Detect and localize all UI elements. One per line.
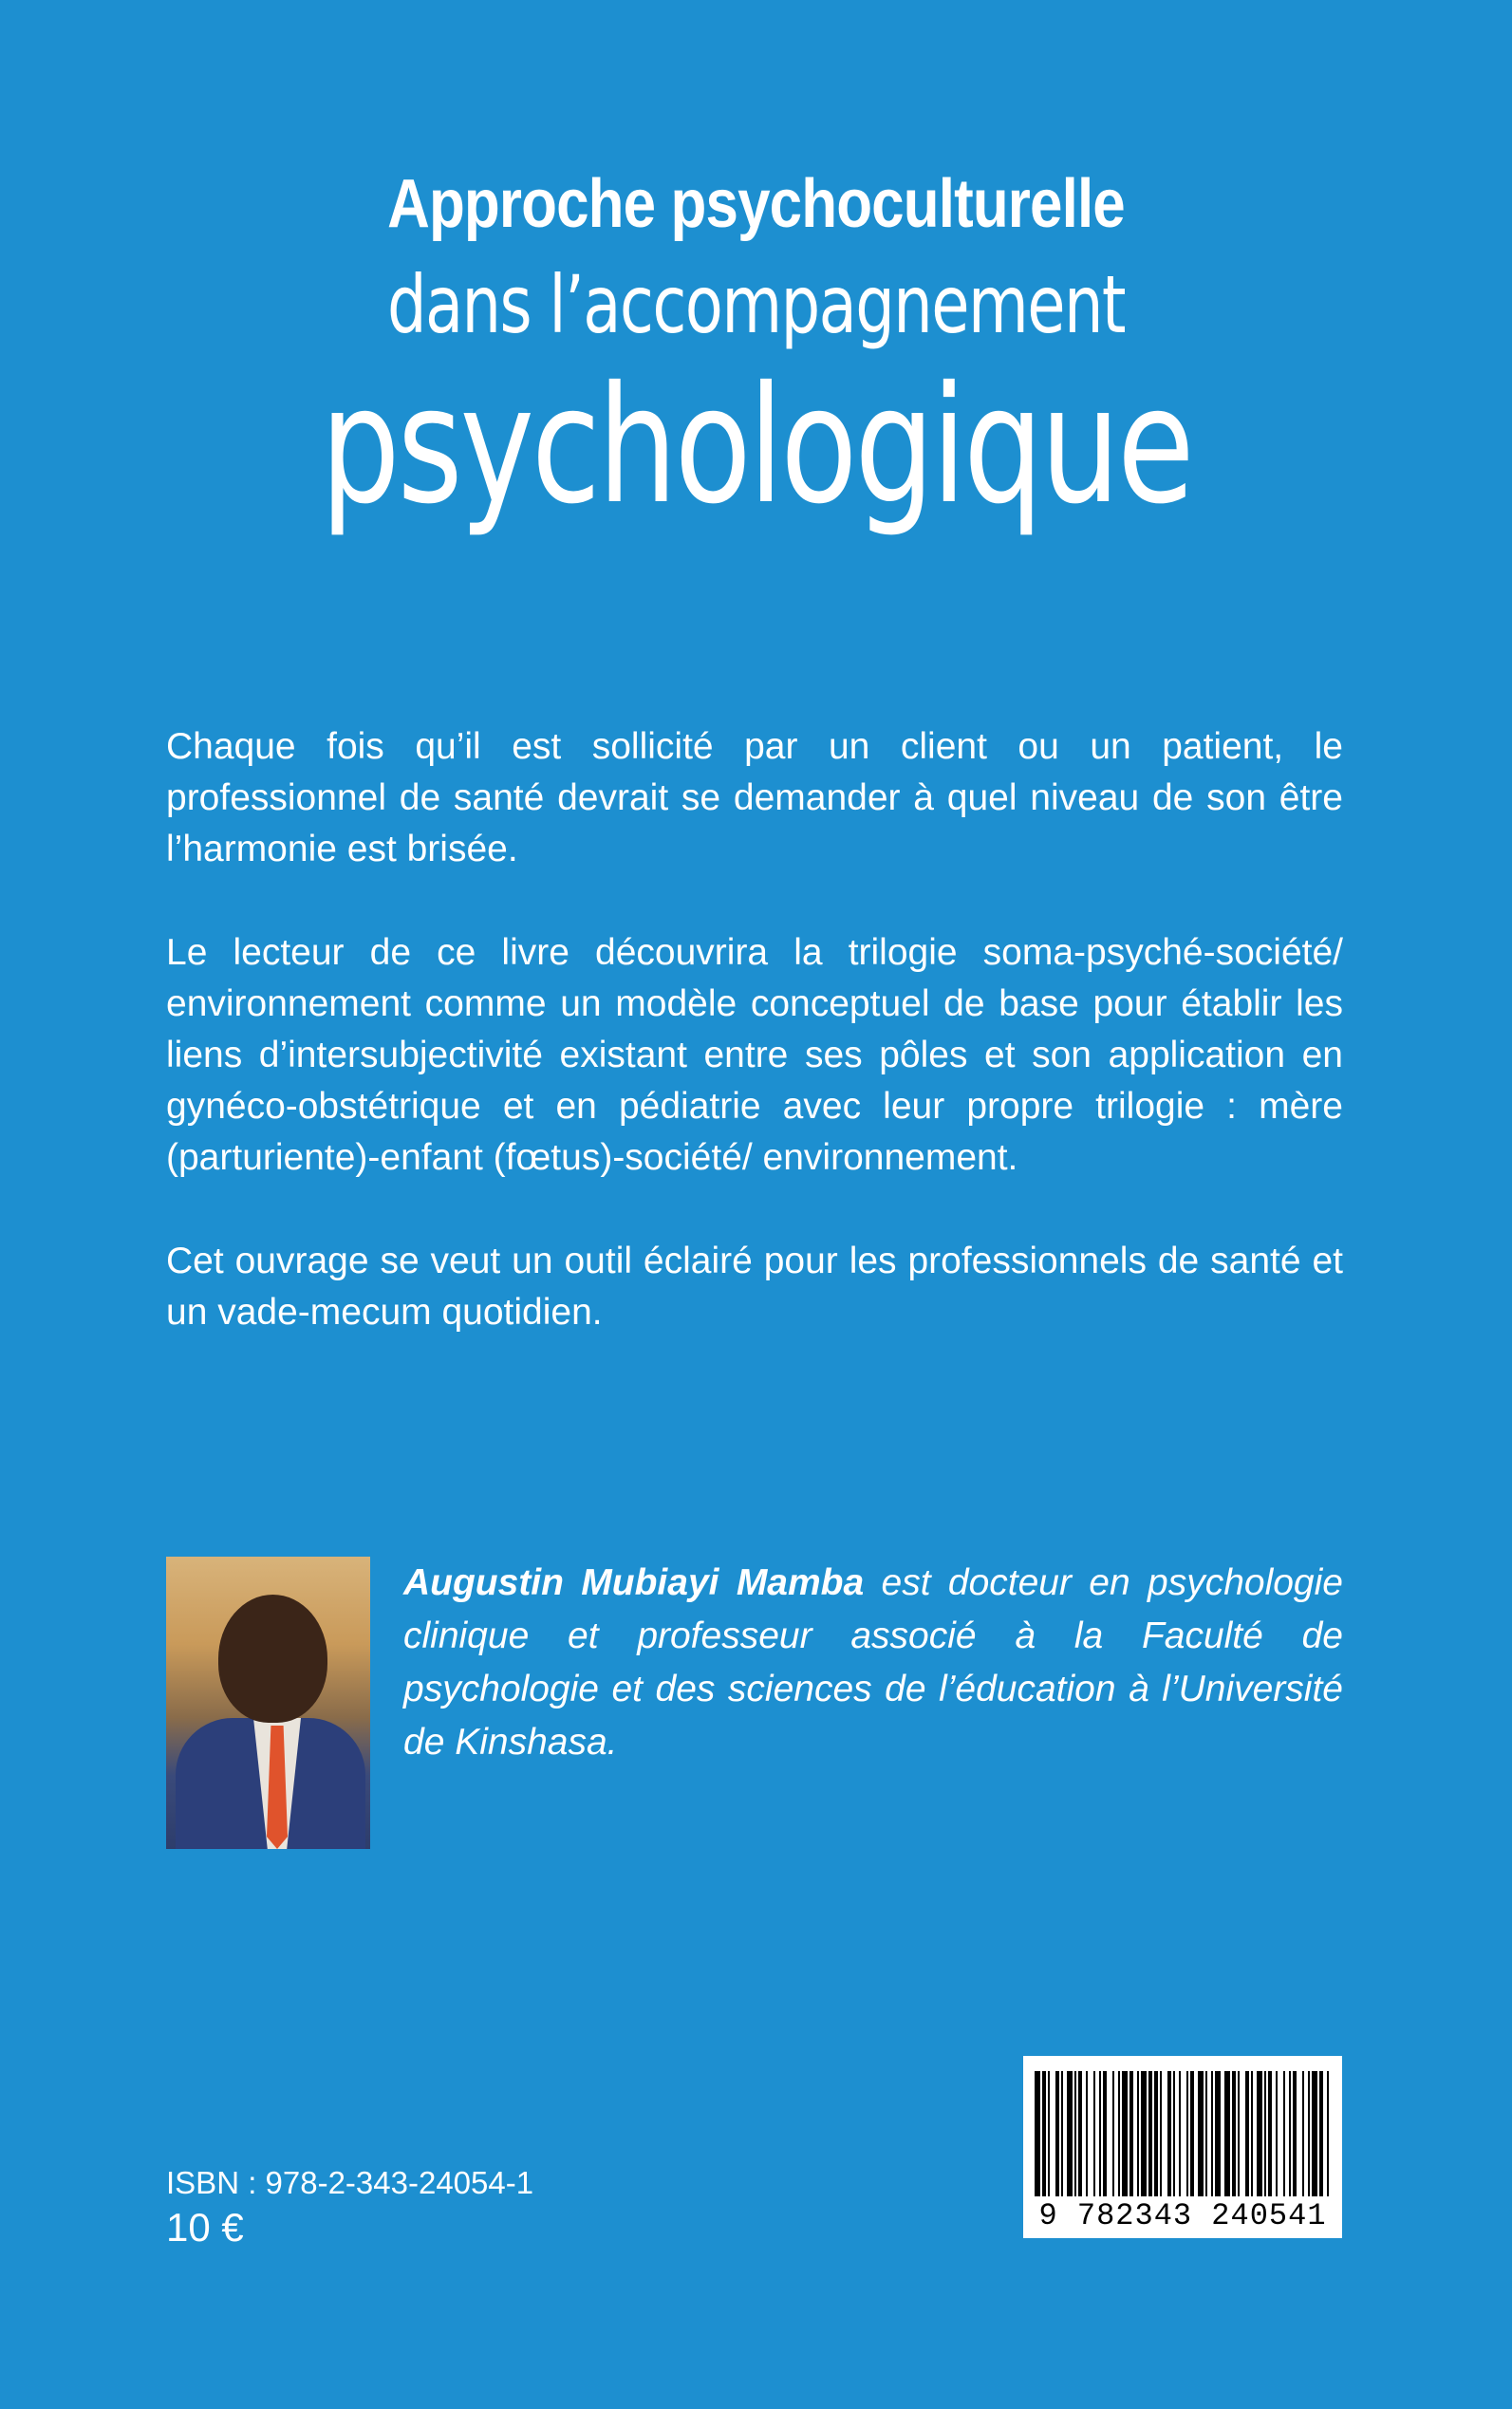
barcode-bar: [1186, 2071, 1188, 2196]
barcode-bar: [1167, 2071, 1171, 2196]
barcode-bar: [1293, 2071, 1297, 2196]
barcode-bar: [1312, 2071, 1317, 2196]
barcode-bar: [1224, 2071, 1230, 2196]
barcode-bar: [1215, 2071, 1221, 2196]
barcode-bar: [1061, 2071, 1063, 2196]
barcode-bar: [1160, 2071, 1162, 2196]
barcode-bar: [1048, 2071, 1050, 2196]
barcode-bar: [1289, 2071, 1291, 2196]
barcode-bar: [1327, 2071, 1329, 2196]
barcode-bar: [1302, 2071, 1304, 2196]
barcode-bar: [1268, 2071, 1272, 2196]
barcode-bar: [1122, 2071, 1128, 2196]
barcode-bar: [1232, 2071, 1236, 2196]
barcode-bar: [1276, 2071, 1278, 2196]
barcode-bars: [1035, 2071, 1331, 2196]
title-block: [0, 161, 1512, 541]
barcode-bar: [1319, 2071, 1323, 2196]
barcode-bar: [1257, 2071, 1262, 2196]
barcode: [1023, 2056, 1342, 2238]
blurb: [166, 721, 1343, 1391]
barcode-bar: [1251, 2071, 1253, 2196]
barcode-bar: [1055, 2071, 1059, 2196]
author-bio-text: est docteur en psychologie clinique et professeur associé à la Faculté de psychologie et des sciences de l’éducation à l’Université de Kinshasa.: [403, 1562, 1343, 1763]
barcode-bar: [1211, 2071, 1213, 2196]
barcode-bar: [1067, 2071, 1073, 2196]
title-line-1: Approche psychoculturelle: [387, 166, 1125, 242]
barcode-bar: [1190, 2071, 1194, 2196]
barcode-bar: [1148, 2071, 1152, 2196]
blurb-paragraph-3: Cet ouvrage se veut un outil éclairé pour les professionnels de santé et un vade-mecum quotidien.: [166, 1241, 1343, 1333]
barcode-bar: [1141, 2071, 1147, 2196]
barcode-bar: [1154, 2071, 1158, 2196]
barcode-bar: [1042, 2071, 1046, 2196]
barcode-bar: [1198, 2071, 1204, 2196]
barcode-bar: [1308, 2071, 1310, 2196]
blurb-paragraph-1: Chaque fois qu’il est sollicité par un client ou un patient, le professionnel de santé devrait se demander à quel niveau de son être l’harmonie est brisée.: [166, 726, 1343, 869]
author-section: [166, 1557, 1343, 1851]
barcode-bar: [1238, 2071, 1240, 2196]
barcode-bar: [1173, 2071, 1175, 2196]
barcode-bar: [1112, 2071, 1114, 2196]
barcode-bar: [1137, 2071, 1139, 2196]
barcode-bar: [1074, 2071, 1076, 2196]
price: 10 €: [166, 2205, 244, 2250]
barcode-bar: [1099, 2071, 1101, 2196]
author-photo: [166, 1557, 370, 1849]
barcode-bar: [1035, 2071, 1040, 2196]
barcode-digits: 9 782343 240541: [1038, 2198, 1327, 2233]
barcode-bar: [1078, 2071, 1082, 2196]
barcode-bar: [1118, 2071, 1120, 2196]
barcode-bar: [1093, 2071, 1095, 2196]
barcode-bar: [1103, 2071, 1107, 2196]
title-line-3: psychologique: [320, 352, 1192, 540]
barcode-bar: [1205, 2071, 1207, 2196]
author-name: Augustin Mubiayi Mamba: [403, 1562, 865, 1603]
title-line-2: dans l’accompagnement: [386, 258, 1126, 351]
barcode-bar: [1283, 2071, 1285, 2196]
author-bio: [403, 1557, 1343, 1769]
isbn: ISBN : 978-2-343-24054-1: [166, 2165, 534, 2200]
barcode-bar: [1129, 2071, 1133, 2196]
barcode-bar: [1086, 2071, 1088, 2196]
barcode-bar: [1264, 2071, 1266, 2196]
blurb-paragraph-2: Le lecteur de ce livre découvrira la trilogie soma-psyché-société/ environnement comme un modèle conceptuel de base pour établir les liens d’intersubjectivité existant entre ses pôles et son application en gynéco-obstétrique et en pédiatrie avec leur propre trilogie : mère (parturiente)-enfant (fœtus)-société/ environnement.: [166, 932, 1343, 1178]
barcode-bar: [1179, 2071, 1181, 2196]
barcode-bar: [1245, 2071, 1249, 2196]
